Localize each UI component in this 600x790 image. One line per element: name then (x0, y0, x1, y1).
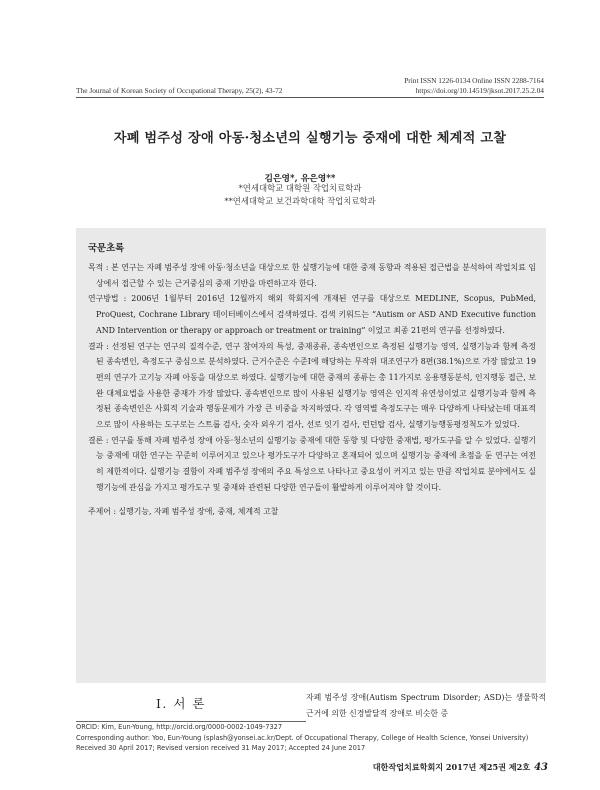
paper-title: 자폐 범주성 장애 아동·청소년의 실행기능 중재에 대한 체계적 고찰 (113, 131, 507, 146)
keywords (88, 506, 536, 517)
conclusion-label: 결론 : (88, 435, 112, 445)
abstract-methods (88, 291, 536, 338)
abstract-purpose (88, 260, 536, 291)
issn-line: Print ISSN 1226-0134 Online ISSN 2288-7164 (404, 76, 544, 85)
footer-citation: 대한작업치료학회지 2017년 제25권 제2호 (372, 762, 531, 772)
authors: 김은영*, 유은영** (264, 174, 336, 184)
footnote-corresponding: Corresponding author: Yoo, Eun-Young (splash@yonsei.ac.kr/Dept. of Occupational Therapy, College of Health Science, Yonsei University) (76, 734, 529, 742)
results-text: 선정된 연구는 연구의 질적수준, 연구 참여자의 특성, 중재종류, 종속변인으로 측정된 실행기능 영역, 실행기능과 함께 측정된 종속변인, 측정도구 중심으로 분석하였다. 근거수준은 수준Ⅰ에 해당하는 무작위 대조연구가 8편(38.1%)으로 가장 많았고 19편의 연구가 고기능 자폐 아동을 대상으로 하였다. 실행기능에 대한 중재의 종류는 총 11가지로 응용행동분석, 인지행동 접근, 보완 대체요법을 사용한 중재가 가장 많았다. 종속변인으로 많이 사용된 실행기능 영역은 인지적 유연성이었고 실행기능과 함께 측정된 종속변인은 사회적 기술과 행동문제가 가장 큰 비중을 차지하였다. 각 영역별 측정도구는 매우 다양하게 나타났는데 대표적으로 많이 사용하는 도구로는 스트룹 검사, 숫자 외우기 검사, 선로 잇기 검사, 런던탑 검사, 실행기능행동평정척도가 있었다. (96, 341, 536, 430)
abstract-conclusion (88, 433, 536, 496)
results-label: 결과 : (88, 341, 112, 351)
affiliation-2: **연세대학교 보건과학대학 작업치료학과 (224, 196, 376, 206)
doi-link[interactable]: https://doi.org/10.14519/jksot.2017.25.2.04 (415, 86, 544, 95)
footnote-received: Received 30 April 2017; Revised version received 31 May 2017; Accepted 24 June 2017 (76, 744, 366, 752)
section-heading-introduction: Ⅰ. 서 론 (155, 696, 206, 711)
footnote-orcid: ORCID: Kim, Eun-Young, http://orcid.org/0000-0002-1049-7327 (76, 723, 283, 731)
keywords-text: 실행기능, 자폐 범주성 장애, 중재, 체계적 고찰 (118, 506, 279, 516)
page-footer (373, 762, 548, 773)
header-rule (76, 97, 544, 98)
purpose-label: 목적 : (88, 263, 112, 272)
keywords-label: 주제어 : (88, 506, 119, 516)
purpose-text: 본 연구는 자폐 범주성 장애 아동·청소년을 대상으로 한 실행기능에 대한 중재 동향과 적용된 접근법을 분석하여 작업치료 임상에서 접근할 수 있는 근거중심의 중재 기반을 마련하고자 한다. (96, 263, 537, 288)
methods-label: 연구방법 : (88, 294, 132, 304)
methods-text: 2006년 1월부터 2016년 12월까지 해외 학회지에 개재된 연구를 대상으로 MEDLINE, Scopus, PubMed, ProQuest, Cochrane Library 데이터베이스에서 검색하였다. 검색 키워드는 “Autism or ASD AND Executive function AND Intervention or therapy or approach or treatment or training” 이었고 최종 21편의 연구를 선정하였다. (96, 294, 536, 335)
page-number: 43 (534, 762, 548, 773)
abstract-box (76, 228, 546, 683)
abstract-results (88, 339, 536, 433)
journal-citation: The Journal of Korean Society of Occupational Therapy, 25(2), 43-72 (76, 86, 283, 95)
affiliation-1: *연세대학교 대학원 작업치료학과 (238, 183, 362, 193)
introduction-text: 자폐 범주성 장애(Autism Spectrum Disorder; ASD)는 생물학적 근거에 의한 신경발달적 장애로 비슷한 증 (306, 693, 546, 718)
conclusion-text: 연구를 통해 자폐 범주성 장애 아동·청소년의 실행기능 중재에 대한 동향 및 다양한 중재법, 평가도구를 알 수 있었다. 실행기능 중재에 대한 연구는 꾸준히 이루어지고 있으나 평가도구가 다양하고 혼재되어 있으며 실행기능 중재에 초점을 둔 연구는 여전히 제한적이다. 실행기능 결함이 자폐 범주성 장애의 주요 특성으로 나타나고 중요성이 커지고 있는 만큼 작업치료 분야에서도 실행기능에 관심을 가지고 평가도구 및 중재와 관련된 다양한 연구들이 활발하게 이루어져야 할 것이다. (96, 435, 536, 492)
abstract-heading: 국문초록 (88, 243, 125, 254)
